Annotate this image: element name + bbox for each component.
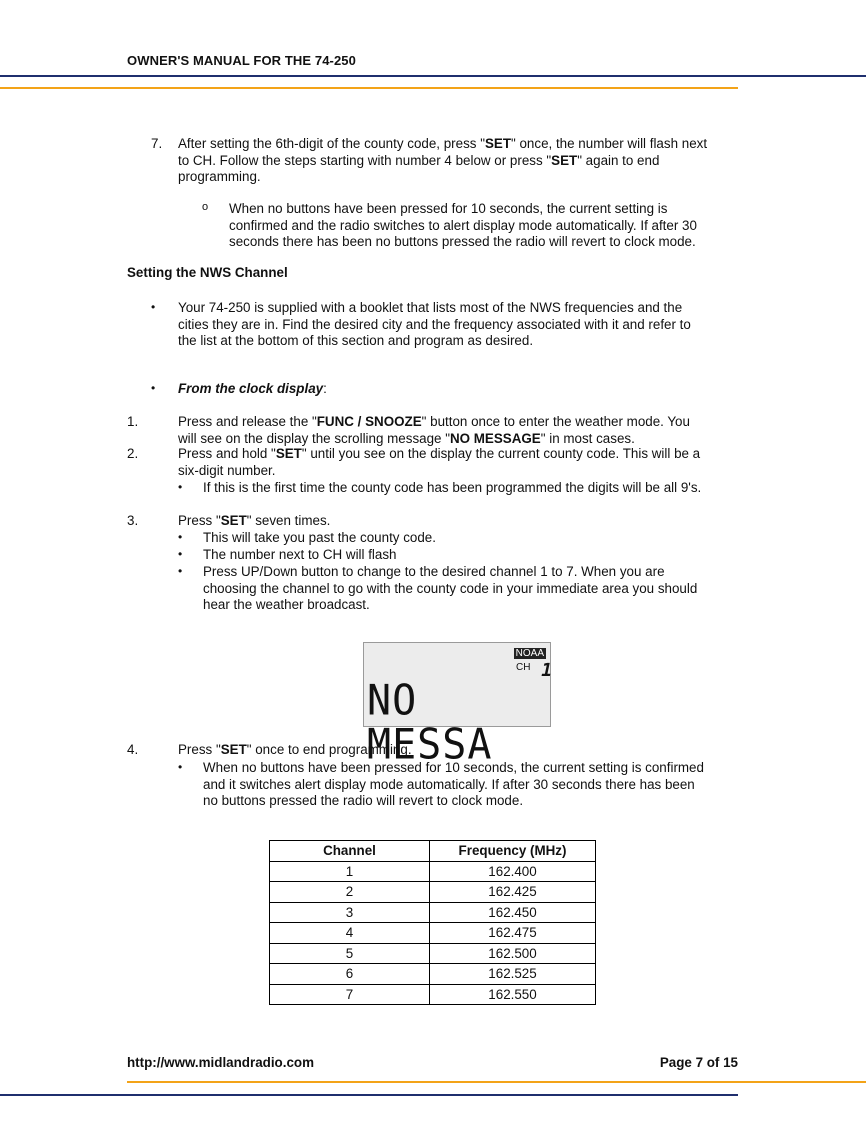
- step-7-number: 7.: [151, 136, 163, 151]
- footer-rule-navy: [0, 1094, 738, 1096]
- footer-page-number: Page 7 of 15: [659, 1055, 738, 1070]
- table-cell-frequency: 162.550: [430, 984, 596, 1005]
- table-cell-frequency: 162.400: [430, 861, 596, 882]
- step-3-text: Press "SET" seven times.: [178, 513, 331, 528]
- sub-note-line-2: confirmed and the radio switches to alert display mode automatically. If after 30: [229, 217, 697, 233]
- table-cell-channel: 5: [270, 943, 430, 964]
- table-row: [270, 923, 596, 944]
- table-header-row: [270, 841, 596, 862]
- step-7-line-2: to CH. Follow the steps starting with number 4 below or press "SET" again to end: [178, 152, 660, 168]
- table-header-channel: Channel: [270, 841, 430, 862]
- table-row: [270, 964, 596, 985]
- table-row: [270, 984, 596, 1005]
- header-rule-navy: [0, 75, 866, 77]
- step-2-text: [178, 446, 758, 479]
- step-2-number: 2.: [127, 446, 139, 461]
- step-4-bullet-1-line-2: and it switches alert display mode automatically. If after 30 seconds there has been: [203, 776, 695, 792]
- lcd-ch-label: CH: [516, 662, 531, 673]
- intro-line-3: the list at the bottom of this section and program as desired.: [178, 333, 534, 348]
- bullet-icon: •: [151, 300, 156, 314]
- table-cell-channel: 1: [270, 861, 430, 882]
- sub-note-line-3: seconds there has been no buttons pressed the radio will revert to clock mode.: [229, 234, 696, 249]
- bullet-icon: •: [151, 381, 156, 395]
- step-1-line-1: Press and release the "FUNC / SNOOZE" button once to enter the weather mode. You: [178, 414, 690, 429]
- footer-url-link[interactable]: http://www.midlandradio.com: [127, 1055, 314, 1070]
- bullet-icon: •: [178, 547, 183, 561]
- sub-bullet-circle: o: [202, 201, 209, 213]
- table-row: [270, 943, 596, 964]
- step-4-bullet-1-line-3: no buttons pressed the radio will revert to clock mode.: [203, 793, 524, 808]
- table-cell-channel: 3: [270, 902, 430, 923]
- step-1-line-2: will see on the display the scrolling message "NO MESSAGE" in most cases.: [178, 430, 635, 446]
- table-cell-frequency: 162.500: [430, 943, 596, 964]
- from-clock-colon: :: [323, 381, 327, 396]
- step-3-bullet-1: This will take you past the county code.: [203, 530, 436, 545]
- table-cell-frequency: 162.425: [430, 882, 596, 903]
- step-1-number: 1.: [127, 414, 139, 429]
- step-7-line-1: After setting the 6th-digit of the county code, press "SET" once, the number will flash next: [178, 136, 708, 151]
- table-cell-channel: 4: [270, 923, 430, 944]
- lcd-noaa-badge: NOAA: [515, 648, 544, 659]
- table-cell-frequency: 162.475: [430, 923, 596, 944]
- sub-note-line-1: When no buttons have been pressed for 10 seconds, the current setting is: [229, 201, 668, 216]
- table-cell-channel: 2: [270, 882, 430, 903]
- step-4-bullet-1: [203, 760, 763, 810]
- table-cell-frequency: 162.450: [430, 902, 596, 923]
- frequency-table: [269, 840, 596, 1005]
- step-2-bullet-1: If this is the first time the county code has been programmed the digits will be all 9's.: [203, 480, 702, 495]
- step-3-bullet-3: [203, 564, 763, 614]
- intro-line-2: cities they are in. Find the desired city and the frequency associated with it and refer to: [178, 316, 691, 332]
- from-clock-display: [178, 381, 327, 398]
- step-3-bullet-3-line-2: choosing the channel to go with the county code in your immediate area you should: [203, 580, 698, 596]
- table-row: [270, 902, 596, 923]
- intro-line-1: Your 74-250 is supplied with a booklet that lists most of the NWS frequencies and the: [178, 300, 683, 315]
- table-row: [270, 882, 596, 903]
- step-2-line-1: Press and hold "SET" until you see on the display the current county code. This will be a: [178, 446, 701, 461]
- lcd-ch-value: 1: [538, 660, 555, 681]
- table-header-frequency: Frequency (MHz): [430, 841, 596, 862]
- footer-rule-orange: [127, 1081, 866, 1083]
- step-3-number: 3.: [127, 513, 139, 528]
- step-4-text: Press "SET" once to end programming.: [178, 742, 412, 757]
- step-4-number: 4.: [127, 742, 139, 757]
- table-cell-channel: 6: [270, 964, 430, 985]
- bullet-icon: •: [178, 760, 183, 774]
- step-2-line-2: six-digit number.: [178, 462, 276, 478]
- page-header-title: OWNER'S MANUAL FOR THE 74-250: [127, 53, 356, 68]
- step-3-bullet-3-line-1: Press UP/Down button to change to the desired channel 1 to 7. When you are: [203, 564, 665, 579]
- step-7-text: [178, 136, 758, 186]
- step-1-text: [178, 414, 758, 447]
- table-cell-channel: 7: [270, 984, 430, 1005]
- step-7-sub-note: [229, 201, 769, 251]
- step-4-bullet-1-line-1: When no buttons have been pressed for 10 seconds, the current setting is confirmed: [203, 760, 704, 775]
- step-3-bullet-3-line-3: hear the weather broadcast.: [203, 597, 370, 612]
- section-heading: Setting the NWS Channel: [127, 265, 288, 280]
- section-intro: [178, 300, 758, 350]
- table-cell-frequency: 162.525: [430, 964, 596, 985]
- step-3-bullet-2: The number next to CH will flash: [203, 547, 397, 562]
- bullet-icon: •: [178, 480, 183, 494]
- bullet-icon: •: [178, 564, 183, 578]
- header-rule-orange: [0, 87, 738, 89]
- lcd-display: [363, 642, 555, 770]
- step-7-line-3: programming.: [178, 169, 261, 184]
- lcd-message: NO MESSA: [367, 676, 493, 770]
- from-clock-label: From the clock display: [178, 381, 324, 396]
- bullet-icon: •: [178, 530, 183, 544]
- table-row: [270, 861, 596, 882]
